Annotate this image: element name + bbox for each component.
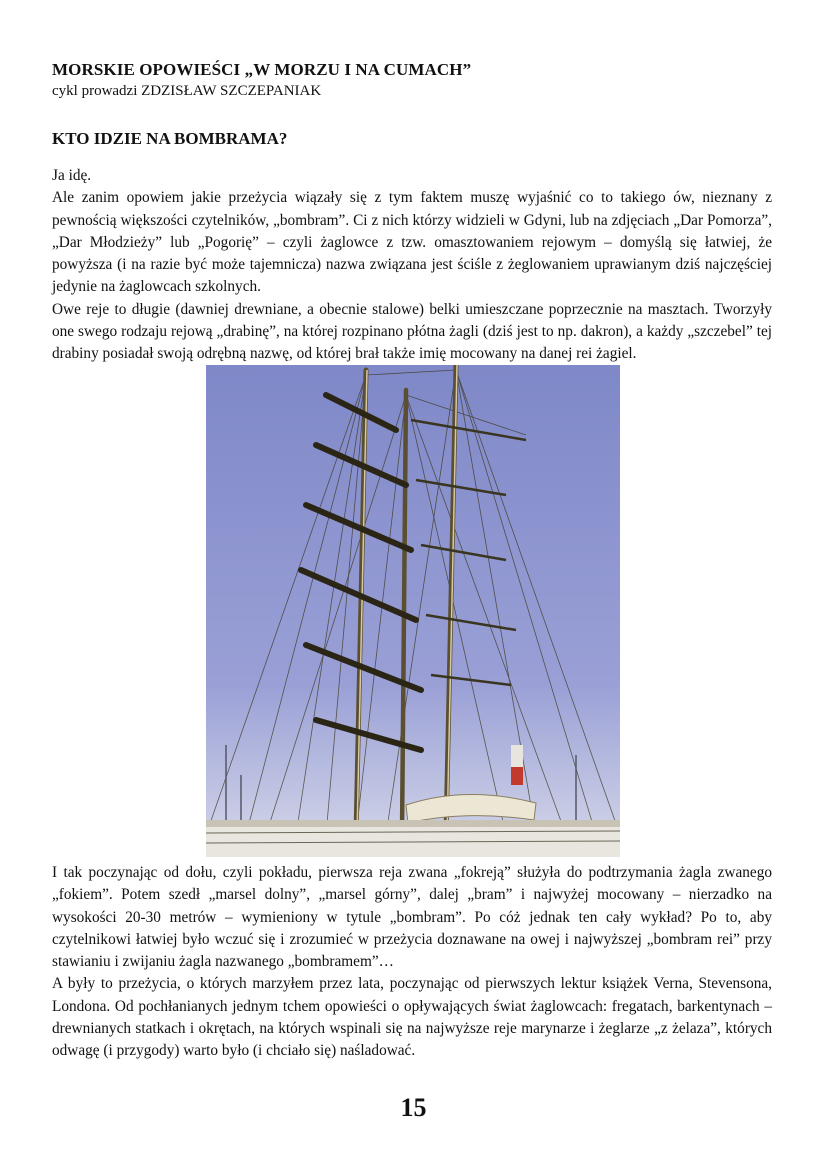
paragraph: Ja idę. — [52, 167, 92, 184]
tall-ship-masts-photo — [206, 365, 620, 857]
article-body-top — [52, 165, 772, 366]
article-title: KTO IDZIE NA BOMBRAMA? — [52, 129, 288, 148]
paragraph: Ale zanim opowiem jakie przeżycia wiązały się z tym faktem muszę wyjaśnić co to takiego ów, nieznany z pewnością większości czytelników, „bombram”. Ci z nich którzy widzieli w Gdyni, lub na zdjęciach „Dar Pomorza”, „Dar Młodzieży” lub „Pogorię” – czyli żaglowce z tzw. omasztowaniem rejowym – domyślą się łatwiej, że powyższa (i na razie być może tajemnicza) nazwa związana jest ściśle z żeglowaniem uprawianym dziś najczęściej jedynie na żaglowcach szkolnych. — [52, 189, 772, 296]
article-body-bottom — [52, 862, 772, 1063]
series-title: MORSKIE OPOWIEŚCI „W MORZU I NA CUMACH” — [52, 60, 472, 79]
series-author: cykl prowadzi ZDZISŁAW SZCZEPANIAK — [52, 83, 322, 99]
paragraph: I tak poczynając od dołu, czyli pokładu, pierwsza reja zwana „fokreją” służyła do podtrzymania żagla zwanego „fokiem”. Potem szedł „marsel dolny”, „marsel górny”, dalej „bram” i najwyżej mocowany – nierzadko na wysokości 20-30 metrów – wymieniony w tytule „bombram”. Po cóż jednak ten cały wykład? Po to, aby czytelnikowi łatwiej było wczuć się i zrozumieć w przeżycia doznawane na owej i najwyższej „bombram rei” przy stawianiu i zwijaniu żagla nazwanego „bombramem”… — [52, 864, 772, 971]
sky — [206, 365, 620, 857]
paragraph: A były to przeżycia, o których marzyłem przez lata, poczynając od pierwszych lektur książek Verna, Stevensona, Londona. Od pochłanianych jednym tchem opowieści o opływających świat żaglowcach: fregatach, barkentynach – drewnianych statkach i okrętach, na których wspinali się na najwyższe reje marynarze i żeglarze „z żelaza”, których odwagę (i przygody) warto było (i chciało się) naśladować. — [52, 975, 772, 1060]
page-number: 15 — [400, 1093, 427, 1122]
paragraph: Owe reje to długie (dawniej drewniane, a obecnie stalowe) belki umieszczane poprzecznie na masztach. Tworzyły one swego rodzaju rejową „drabinę”, na której rozpinano płótna żagli (dziś jest to np. dakron), a każdy „szczebel” tej drabiny posiadał swoją odrębną nazwę, od której brał także imię mocowany na danej rei żagiel. — [52, 300, 772, 363]
flag — [511, 745, 523, 767]
